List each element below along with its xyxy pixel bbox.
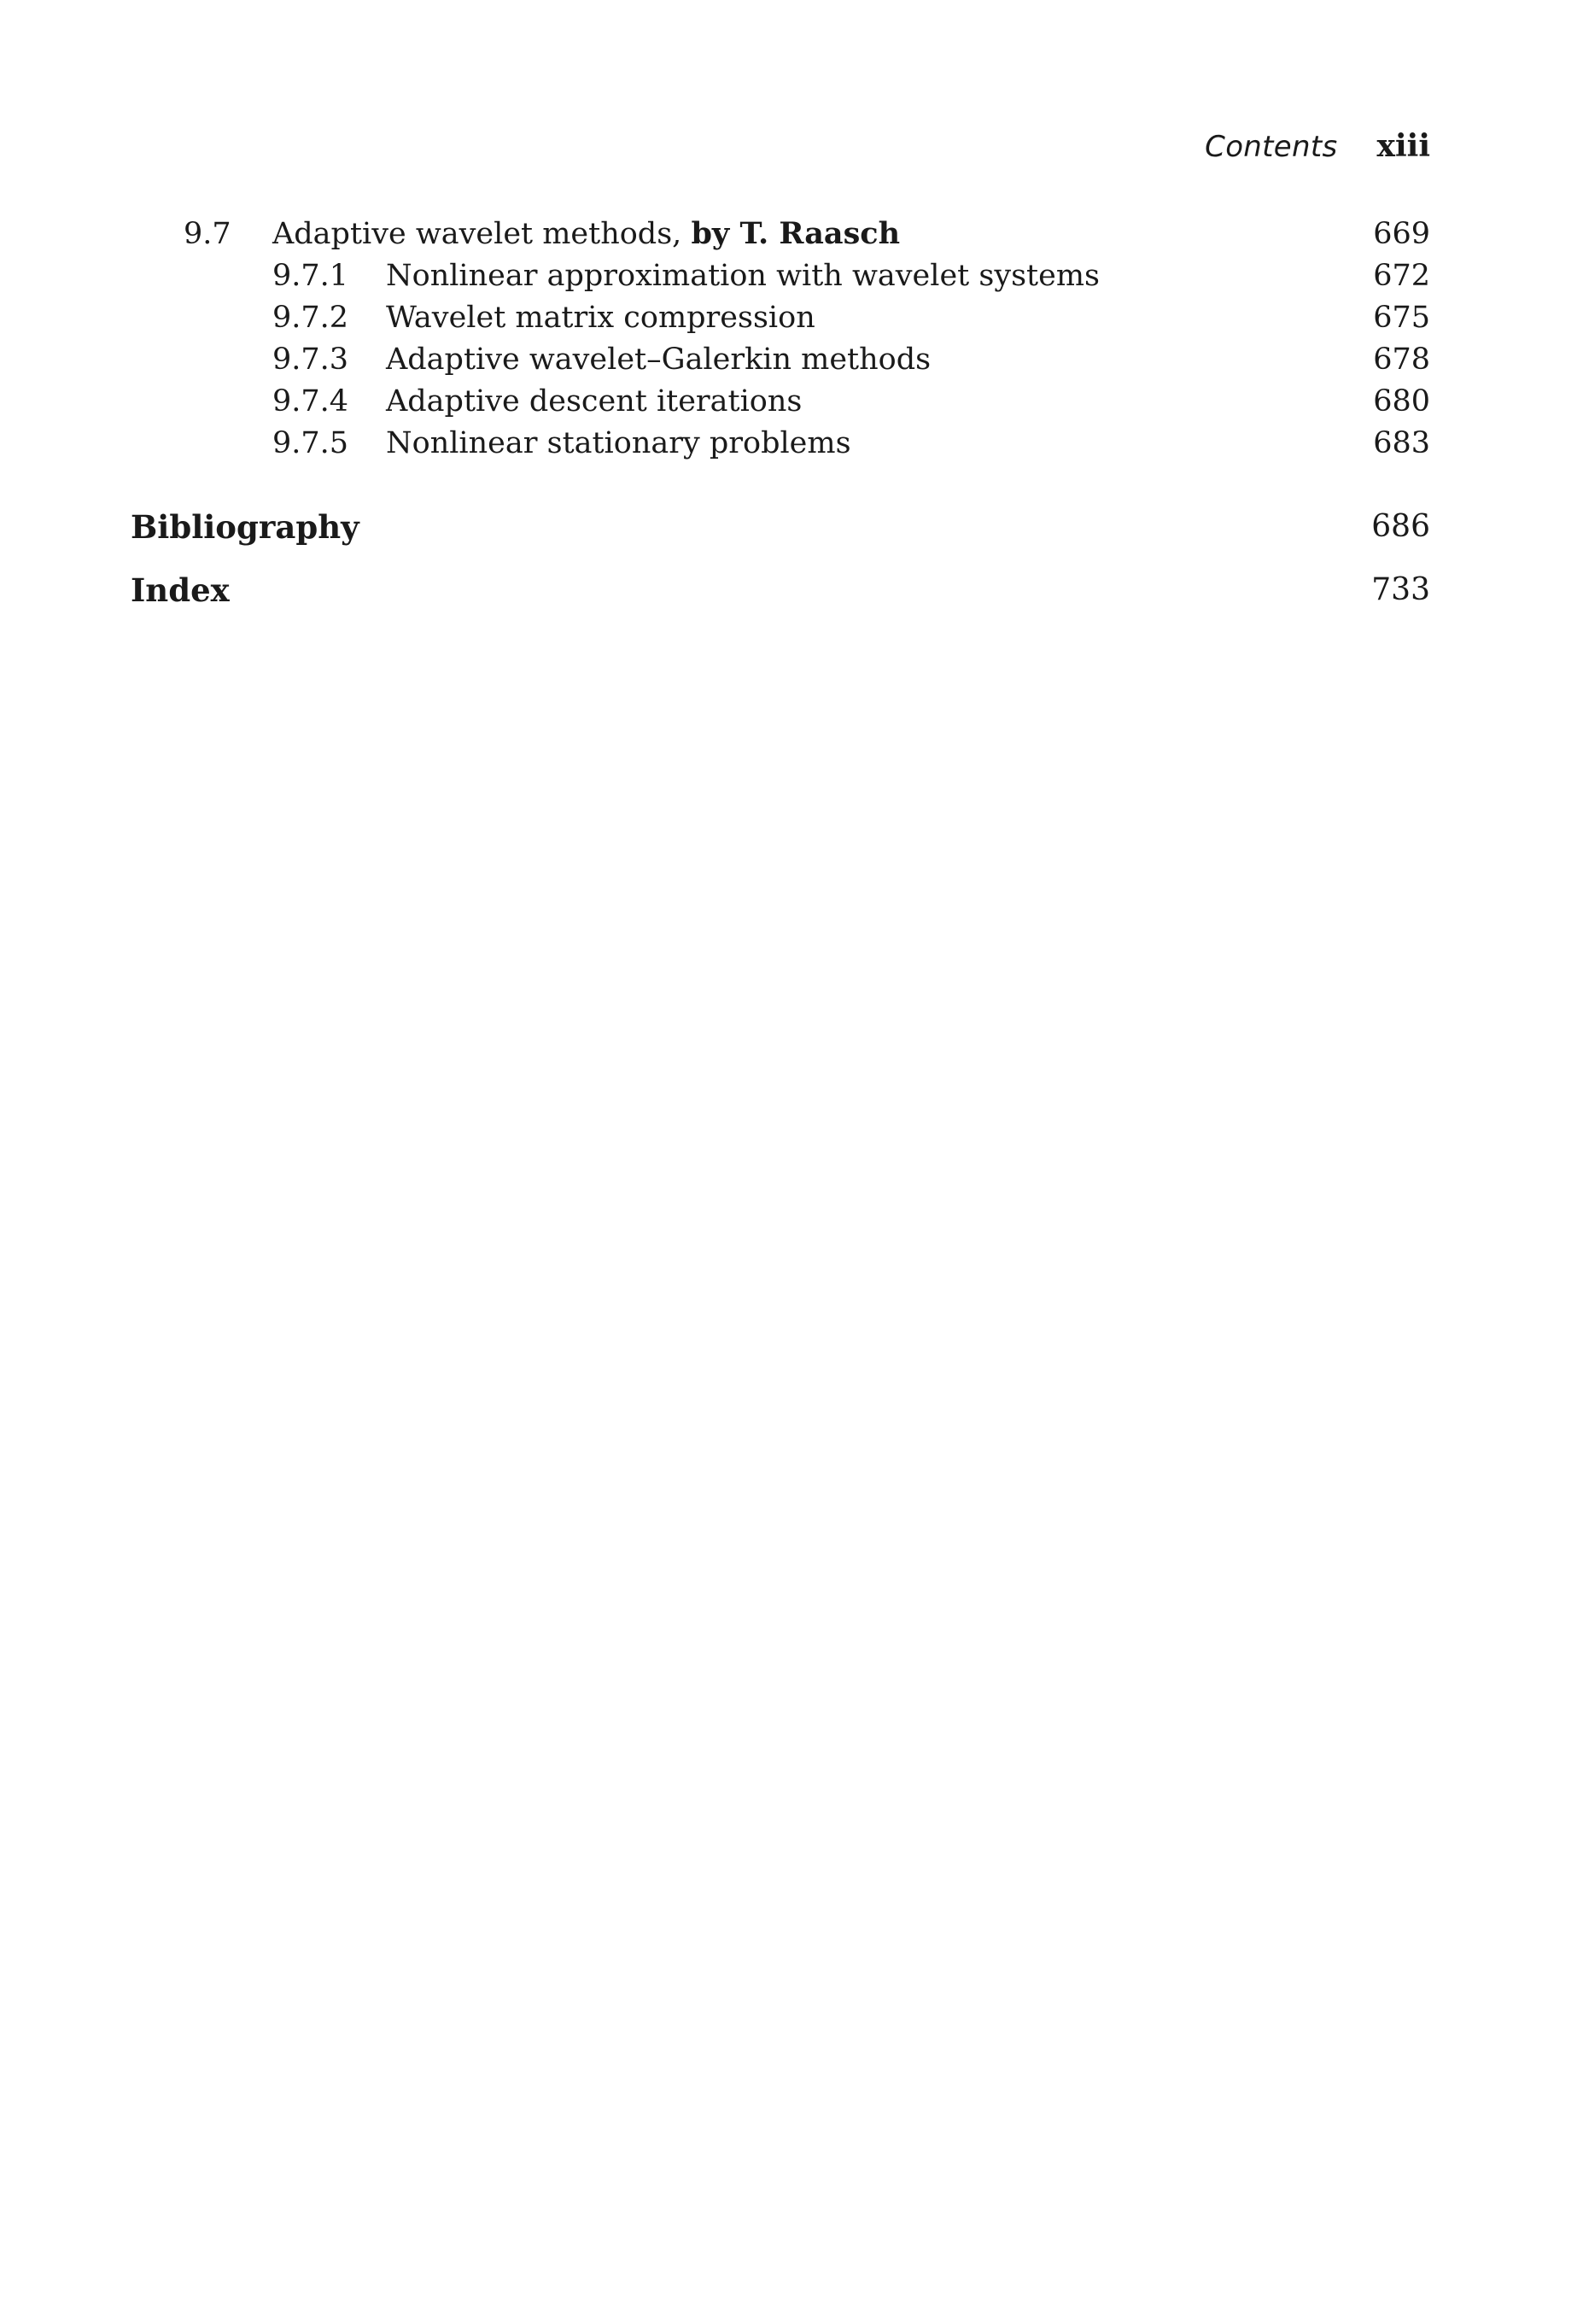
toc-entry-page: 683 bbox=[1373, 426, 1430, 460]
toc-entry-page: 678 bbox=[1373, 342, 1430, 377]
toc-entry-number: 9.7.2 bbox=[272, 301, 349, 335]
toc-entry-number: 9.7.3 bbox=[272, 342, 349, 377]
toc-entry-title bbox=[272, 213, 900, 255]
toc-entry-9-7-3[interactable] bbox=[0, 338, 1583, 381]
toc-entry-page: 733 bbox=[1371, 572, 1430, 607]
toc-entry-9-7-1[interactable] bbox=[0, 255, 1583, 297]
toc-entry-title: Nonlinear approximation with wavelet systems bbox=[386, 259, 1100, 293]
toc-entry-9-7[interactable] bbox=[0, 213, 1583, 255]
toc-entry-number: 9.7.1 bbox=[272, 259, 349, 293]
toc-entry-title: Index bbox=[131, 571, 230, 609]
toc-entry-9-7-4[interactable] bbox=[0, 380, 1583, 423]
toc-entry-title: Bibliography bbox=[131, 508, 359, 546]
toc-entry-title: Nonlinear stationary problems bbox=[386, 426, 851, 460]
running-title: Contents bbox=[1205, 130, 1338, 164]
toc-entry-page: 672 bbox=[1373, 259, 1430, 293]
page-number: xiii bbox=[1376, 128, 1430, 164]
toc-entry-title: Adaptive descent iterations bbox=[386, 384, 803, 419]
toc-entry-title: Wavelet matrix compression bbox=[386, 301, 815, 335]
toc-entry-number: 9.7.4 bbox=[272, 384, 349, 419]
toc-entry-page: 686 bbox=[1371, 509, 1430, 544]
running-header bbox=[1205, 128, 1430, 164]
toc-entry-bibliography[interactable] bbox=[0, 506, 1583, 548]
toc-entry-title-text: Adaptive wavelet methods, bbox=[272, 217, 682, 251]
toc-entry-page: 680 bbox=[1373, 384, 1430, 419]
toc-entry-index[interactable] bbox=[0, 569, 1583, 612]
toc-entry-title: Adaptive wavelet–Galerkin methods bbox=[386, 342, 932, 377]
toc-entry-author: by T. Raasch bbox=[691, 216, 901, 251]
toc-entry-9-7-2[interactable] bbox=[0, 296, 1583, 339]
toc-entry-number: 9.7.5 bbox=[272, 426, 349, 460]
toc-entry-number: 9.7 bbox=[184, 217, 231, 251]
toc-entry-9-7-5[interactable] bbox=[0, 422, 1583, 465]
toc-entry-page: 669 bbox=[1373, 217, 1430, 251]
toc-entry-page: 675 bbox=[1373, 301, 1430, 335]
